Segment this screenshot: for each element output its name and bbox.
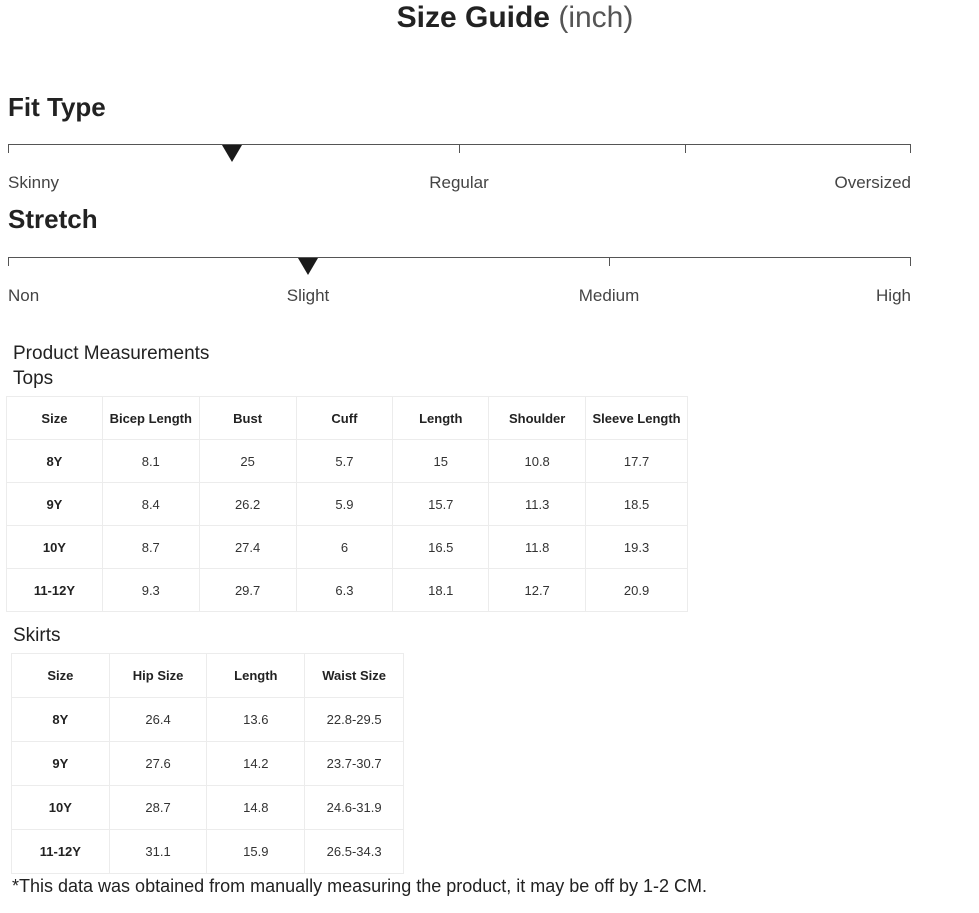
table-cell: 20.9 (586, 569, 688, 612)
fit-type-label-skinny: Skinny (8, 173, 60, 192)
stretch-label-high: High (876, 286, 911, 305)
skirts-col-hip-size: Hip Size (109, 654, 207, 698)
table-cell: 31.1 (109, 830, 207, 874)
stretch-marker-icon (298, 258, 318, 275)
page-title (0, 0, 979, 36)
table-row (12, 786, 404, 830)
table-cell: 8Y (12, 698, 110, 742)
fit-type-label-regular: Regular (429, 173, 489, 192)
fit-type-tick (8, 144, 9, 153)
tops-col-bicep-length: Bicep Length (102, 397, 199, 440)
table-cell: 22.8-29.5 (305, 698, 404, 742)
table-cell: 15.9 (207, 830, 305, 874)
skirts-col-size: Size (12, 654, 110, 698)
table-cell: 13.6 (207, 698, 305, 742)
fit-type-scale (8, 144, 911, 154)
tops-header-row (7, 397, 688, 440)
stretch-scale-line (8, 257, 911, 258)
fit-type-label-oversized: Oversized (834, 173, 911, 192)
table-row (7, 440, 688, 483)
table-cell: 14.8 (207, 786, 305, 830)
tops-col-length: Length (393, 397, 489, 440)
skirts-label: Skirts (13, 625, 61, 646)
table-cell: 15.7 (393, 483, 489, 526)
stretch-tick (8, 257, 9, 266)
table-row (7, 483, 688, 526)
table-cell: 12.7 (489, 569, 586, 612)
table-cell: 8Y (7, 440, 103, 483)
page-title-main: Size Guide (396, 1, 550, 34)
table-cell: 29.7 (199, 569, 296, 612)
table-cell: 28.7 (109, 786, 207, 830)
table-cell: 9Y (7, 483, 103, 526)
tops-label: Tops (13, 368, 54, 389)
product-measurements-heading: Product Measurements (13, 343, 210, 364)
table-cell: 11-12Y (12, 830, 110, 874)
stretch-scale (8, 257, 911, 267)
tops-col-size: Size (7, 397, 103, 440)
stretch-label-non: Non (8, 286, 40, 305)
table-cell: 5.7 (296, 440, 393, 483)
fit-type-tick (910, 144, 911, 153)
fit-type-tick (459, 144, 460, 153)
tops-col-shoulder: Shoulder (489, 397, 586, 440)
table-row (12, 742, 404, 786)
table-cell: 11.3 (489, 483, 586, 526)
table-cell: 18.5 (586, 483, 688, 526)
tops-col-cuff: Cuff (296, 397, 393, 440)
page-title-unit: (inch) (558, 1, 634, 34)
table-cell: 6 (296, 526, 393, 569)
stretch-label-medium: Medium (578, 286, 640, 305)
table-cell: 6.3 (296, 569, 393, 612)
tops-col-sleeve-length: Sleeve Length (586, 397, 688, 440)
table-cell: 10Y (7, 526, 103, 569)
table-cell: 27.6 (109, 742, 207, 786)
table-cell: 17.7 (586, 440, 688, 483)
stretch-label-slight: Slight (286, 286, 330, 305)
table-row (7, 526, 688, 569)
table-cell: 9Y (12, 742, 110, 786)
table-cell: 23.7-30.7 (305, 742, 404, 786)
table-cell: 27.4 (199, 526, 296, 569)
table-row (7, 569, 688, 612)
fit-type-heading: Fit Type (8, 92, 106, 122)
table-cell: 14.2 (207, 742, 305, 786)
table-cell: 24.6-31.9 (305, 786, 404, 830)
table-cell: 26.2 (199, 483, 296, 526)
table-cell: 8.7 (102, 526, 199, 569)
table-cell: 18.1 (393, 569, 489, 612)
stretch-tick (910, 257, 911, 266)
measurement-footnote: *This data was obtained from manually measuring the product, it may be off by 1-2 CM. (12, 876, 708, 896)
stretch-tick (609, 257, 610, 266)
fit-type-marker-icon (222, 145, 242, 162)
table-cell: 10Y (12, 786, 110, 830)
skirts-col-waist-size: Waist Size (305, 654, 404, 698)
table-cell: 26.5-34.3 (305, 830, 404, 874)
tops-col-bust: Bust (199, 397, 296, 440)
table-row (12, 830, 404, 874)
table-row (12, 698, 404, 742)
table-cell: 10.8 (489, 440, 586, 483)
table-cell: 19.3 (586, 526, 688, 569)
skirts-header-row (12, 654, 404, 698)
tops-table (6, 396, 688, 612)
table-cell: 9.3 (102, 569, 199, 612)
stretch-heading: Stretch (8, 204, 98, 234)
table-cell: 25 (199, 440, 296, 483)
table-cell: 16.5 (393, 526, 489, 569)
table-cell: 8.1 (102, 440, 199, 483)
table-cell: 15 (393, 440, 489, 483)
skirts-col-length: Length (207, 654, 305, 698)
table-cell: 8.4 (102, 483, 199, 526)
table-cell: 26.4 (109, 698, 207, 742)
table-cell: 11.8 (489, 526, 586, 569)
fit-type-tick (685, 144, 686, 153)
table-cell: 11-12Y (7, 569, 103, 612)
skirts-table (11, 653, 404, 874)
table-cell: 5.9 (296, 483, 393, 526)
